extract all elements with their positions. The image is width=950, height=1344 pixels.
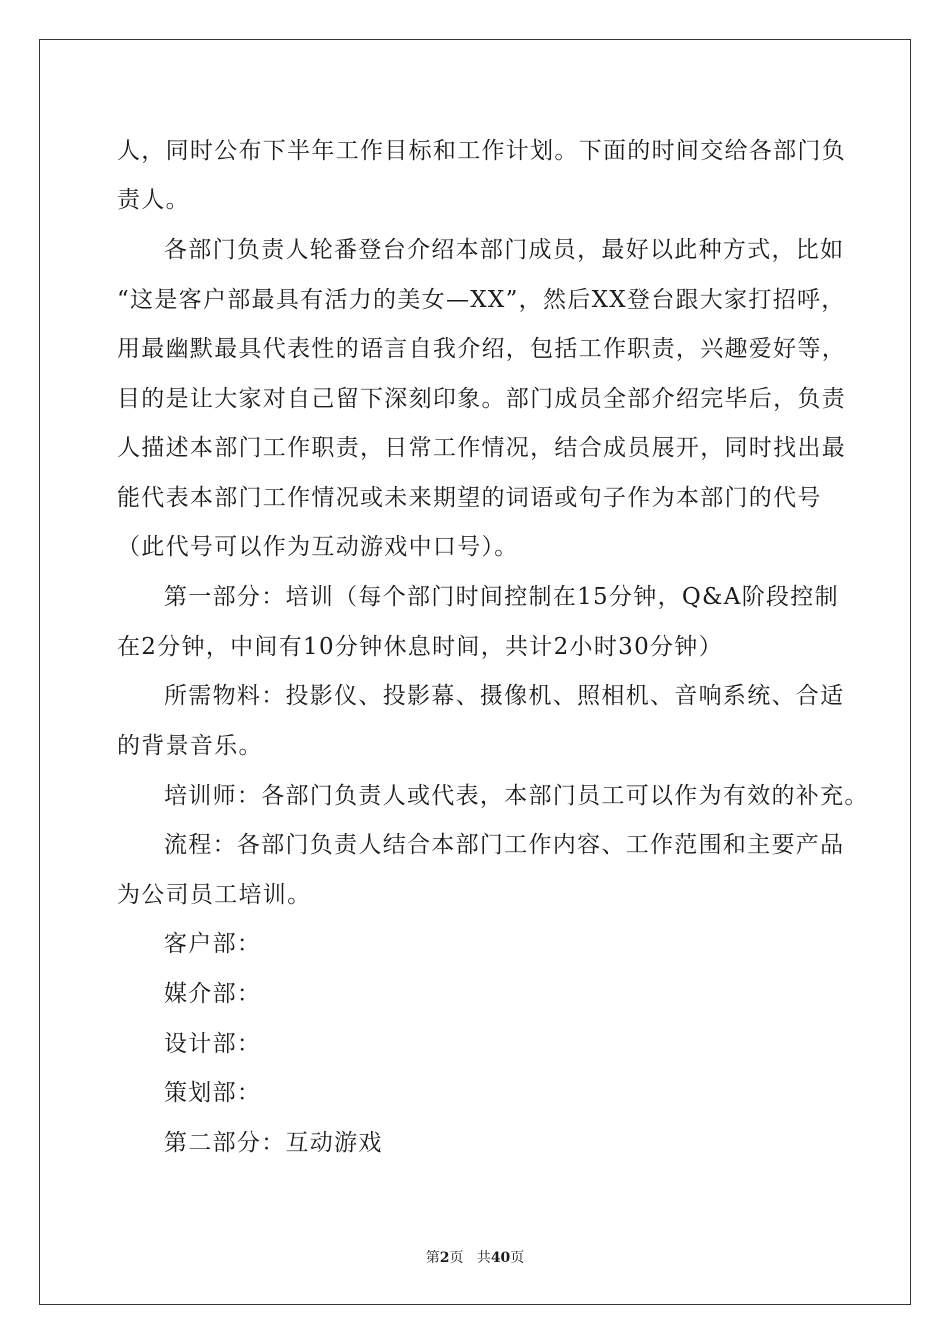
footer-total-pages: 40 <box>490 1250 511 1266</box>
paragraph-line: 责人。 <box>117 187 190 213</box>
footer-page-number: 2 <box>439 1250 450 1266</box>
paragraph-line: 为公司员工培训。 <box>117 882 312 908</box>
footer-page-prefix: 第 <box>425 1250 440 1266</box>
paragraph-line: 人，同时公布下半年工作目标和工作计划。下面的时间交给各部门负 <box>117 138 846 164</box>
department-label-planning: 策划部： <box>164 1080 262 1106</box>
department-label-client: 客户部： <box>164 931 262 957</box>
section-heading-training: 第一部分：培训（每个部门时间控制在15分钟，Q&A阶段控制 <box>164 584 839 610</box>
page-footer <box>0 1249 950 1267</box>
paragraph-line: 在2分钟，中间有10分钟休息时间，共计2小时30分钟） <box>117 634 723 660</box>
footer-total-suffix: 页 <box>510 1250 525 1266</box>
footer-total-prefix: 共 <box>476 1250 491 1266</box>
paragraph-line: 目的是让大家对自己留下深刻印象。部门成员全部介绍完毕后，负责 <box>117 386 846 412</box>
paragraph-line: “这是客户部最具有活力的美女—XX”，然后XX登台跟大家打招呼， <box>117 287 846 313</box>
materials-line: 所需物料：投影仪、投影幕、摄像机、照相机、音响系统、合适 <box>164 683 845 709</box>
page-border <box>39 39 911 1305</box>
process-line: 流程：各部门负责人结合本部门工作内容、工作范围和主要产品 <box>164 832 845 858</box>
paragraph-line: 各部门负责人轮番登台介绍本部门成员，最好以此种方式，比如 <box>164 237 845 263</box>
paragraph-line: 用最幽默最具代表性的语言自我介绍，包括工作职责，兴趣爱好等， <box>117 336 846 362</box>
paragraph-line: 人描述本部门工作职责，日常工作情况，结合成员展开，同时找出最 <box>117 435 846 461</box>
paragraph-line: 能代表本部门工作情况或未来期望的词语或句子作为本部门的代号 <box>117 485 822 511</box>
trainer-line: 培训师：各部门负责人或代表，本部门员工可以作为有效的补充。 <box>164 783 869 809</box>
paragraph-line: 的背景音乐。 <box>117 733 263 759</box>
department-label-media: 媒介部： <box>164 981 262 1007</box>
paragraph-line: （此代号可以作为互动游戏中口号）。 <box>117 534 519 560</box>
section-heading-games: 第二部分：互动游戏 <box>164 1130 383 1156</box>
department-label-design: 设计部： <box>164 1031 262 1057</box>
footer-page-suffix: 页 <box>449 1250 464 1266</box>
